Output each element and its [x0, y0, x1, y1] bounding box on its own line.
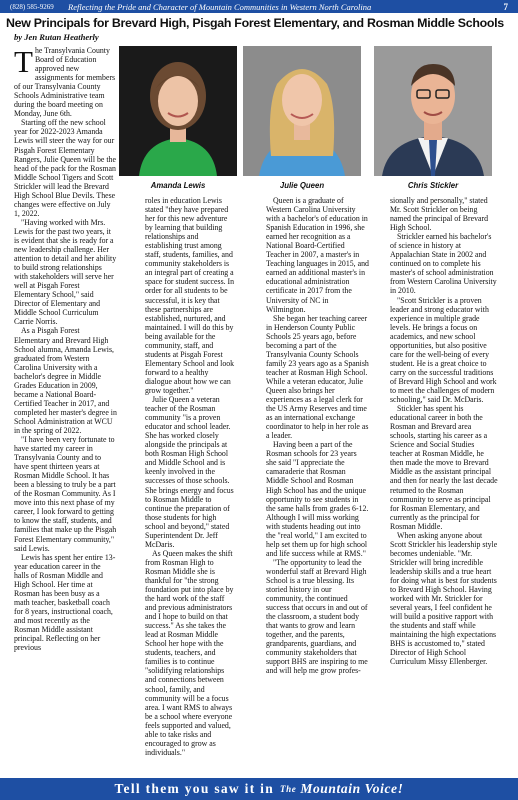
paragraph: "Scott Strickler is a proven leader and strong educator with experience in multiple grade levels. He brings a focus on academics, and new school opportunities, but also positive care for the well-being of every student. He is a great choice to carry on the successful traditions of Brevard High School and work to meet the challenges of modern schooling," said Dr. McDaris. — [390, 295, 497, 405]
paragraph: "I have been very fortunate to have started my career in Transylvania County and to have spent thirteen years at Rosman Middle School. It has been a blessing to truly be a part of the Rosman Community. As I move into this next phase of my career, I look forward to getting to know the staff, students, and families that make up the Pisgah Forest Elementary community," said Lewis. — [14, 435, 117, 553]
paragraph: As Queen makes the shift from Rosman High to Rosman Middle she is thankful for "the strong foundation put into place by the hard work of the staff and previous administrators and I hope to build on that success." As she takes the lead at Rosman Middle School her hope with the students, teachers, and families is to continue "solidifying relationships and connections between school, family, and community will be a focus area. I want RMS to always be a school where everyone feels supported and valued, able to take risks and encouraged to grow as individuals." — [145, 548, 234, 757]
article-byline: by Jen Rutan Heatherly — [14, 32, 99, 42]
paragraph: The Transylvania County Board of Education approved new assignments for members of our Transylvania County Schools Administrative team during the board meeting on Monday, June 6th. — [14, 46, 116, 119]
photo-amanda-lewis — [119, 46, 237, 176]
paragraph: "Having worked with Mrs. Lewis for the past two years, it is evident that she is ready for a new leadership challenge. Her attention to detail and her ability to build strong relationships with stakeholders will serve her well at Pisgah Forest Elementary School," said Director of Elementary and Middle School Curriculum Carrie Norris. — [14, 217, 117, 327]
paragraph: Stickler has spent his educational career in both the Rosman and Brevard area schools, starting his career as a Science and Social Studies teacher at Rosman Middle, he then made the move to Brevard Middle as the assistant principal and then for nearly the last decade returned to the Rosman community to serve as principal for Rosman Elementary, and currently as the principal for Rosman Middle. — [390, 404, 498, 531]
page-header-bar — [0, 0, 518, 13]
article-column-1 — [14, 46, 117, 776]
footer-the: The — [280, 784, 297, 794]
paragraph: Lewis has spent her entire 13-year education career in the halls of Rosman Middle and High School. Her time at Rosman has been busy as a math teacher, basketball coach for 8 years, instructional coach, and most recently as the Rosman Middle assistant principal. Reflecting on her previous — [14, 552, 116, 653]
footer-banner — [0, 778, 518, 800]
footer-brand: Mountain Voice! — [300, 781, 404, 796]
article-headline: New Principals for Brevard High, Pisgah Forest Elementary, and Rosman Middle Schools — [6, 16, 504, 30]
paragraph: "The opportunity to lead the wonderful staff at Brevard High School is a true blessing. Its storied history in our community, the continued success that occurs in and out of the classroom, a student body that wants to grow and learn together, and the parents, grandparents, guardians, and community stakeholders that support BHS are inspiring to me and will help me grow profes- — [266, 557, 368, 676]
photo-caption: Julie Queen — [279, 181, 325, 190]
photo-julie-queen — [243, 46, 361, 176]
header-phone: (828) 585-9269 — [10, 2, 54, 11]
portrait-julie-queen-icon — [243, 46, 361, 176]
photo-caption: Amanda Lewis — [150, 181, 206, 190]
paragraph: Having been a part of the Rosman schools for 23 years she said "I appreciate the camaraderie that Rosman Middle School and Rosman High School has and the unique opportunity to see students in the same halls from grades 6-12. Although I will miss working with students heading out into the "real world," I am excited to help set them up for high school and life success while at RMS." — [266, 440, 369, 558]
paragraph: Starting off the new school year for 2022-2023 Amanda Lewis will steer the way for our Pisgah Forest Elementary Rangers, Julie Queen will be the head of the pack for the Rosman Middle School Tigers and Scott Strickler will lead the Brevard High School Blue Devils. These changes were effective on July 1, 2022. — [14, 118, 116, 218]
portrait-chris-stickler-icon — [374, 46, 492, 176]
paragraph: When asking anyone about Scott Strickler his leadership style becomes undeniable. "Mr. Strickler will bring incredible leadership skills and a true heart for doing what is best for students to Brevard High School. Having worked with Mr. Strickler for several years, I feel confident he will build a positive rapport with the students and staff while maintaining the high expectations BHS is accustomed to," stated Director of High School Curriculum Missy Ellenberger. — [390, 530, 498, 667]
footer-text: Tell them you saw it in — [114, 781, 275, 796]
paragraph: She began her teaching career in Henderson County Public Schools 25 years ago, before becoming a part of the Transylvania County Schools family 23 years ago as a Spanish teacher at Rosman High School. While a veteran educator, Julie Queen also brings her experiences as a legal clerk for the US Army Reserves and time as an international exchange coordinator to help in her role as a leader. — [266, 313, 369, 441]
paragraph: Julie Queen a veteran teacher of the Rosman community "is a proven educator and school leader. She has worked closely alongside the principals at both Rosman High School and Middle School and is keenly involved in the successes of those schools. She brings energy and focus to Rosman Middle to continue the preparation of those students for high school and beyond," stated Superintendent Dr. Jeff McDaris. — [145, 395, 234, 549]
paragraph: roles in education Lewis stated "they have prepared her for this new adventure by learning that building relationships and establishing trust among staff, students, families, and community stakeholders is an integral part of creating a space for student success. In order for all students to be successful, it is key that these partnerships are established, nurtured, and maintained. I will do this by being available for the community, staff, and students at Pisgah Forest Elementary School and look forward to a healthy dialogue about how we can grow together." — [145, 196, 235, 395]
article-column-2 — [145, 196, 237, 776]
drop-cap: T — [14, 46, 33, 79]
article-column-3 — [266, 196, 369, 776]
paragraph: As a Pisgah Forest Elementary and Brevard High School alumna, Amanda Lewis, graduated from Western Carolina University with a bachelor's degree in Middle Grades Education in 2009, became a National Board-Certified Teacher in 2017, and completed her master's degree in School Administration at WCU in the spring of 2022. — [14, 326, 117, 435]
article-column-4 — [390, 196, 498, 776]
photo-caption: Chris Stickler — [407, 181, 459, 190]
photo-chris-stickler — [374, 46, 492, 176]
header-tagline: Reflecting the Pride and Character of Mountain Communities in Western North Carolina — [68, 1, 372, 12]
page-number: 7 — [503, 1, 508, 12]
paragraph: sionally and personally," stated Mr. Scott Strickler on being named the principal of Brevard High School. — [390, 196, 489, 233]
portrait-amanda-lewis-icon — [119, 46, 237, 176]
paragraph: Queen is a graduate of Western Carolina University with a bachelor's of education in Spanish Education in 1996, she earned her recognition as a National Board-Certified Teacher in 2007, a master's in Teaching languages in 2015, and earned an additional master's in educational administration certificate in 2017 from the University of NC in Wilmington. — [266, 196, 369, 314]
paragraph: Strickler earned his bachelor's of science in history at Appalachian State in 2002 and continued on to complete his master's of school administration from Western Carolina University in 2010. — [390, 232, 497, 296]
